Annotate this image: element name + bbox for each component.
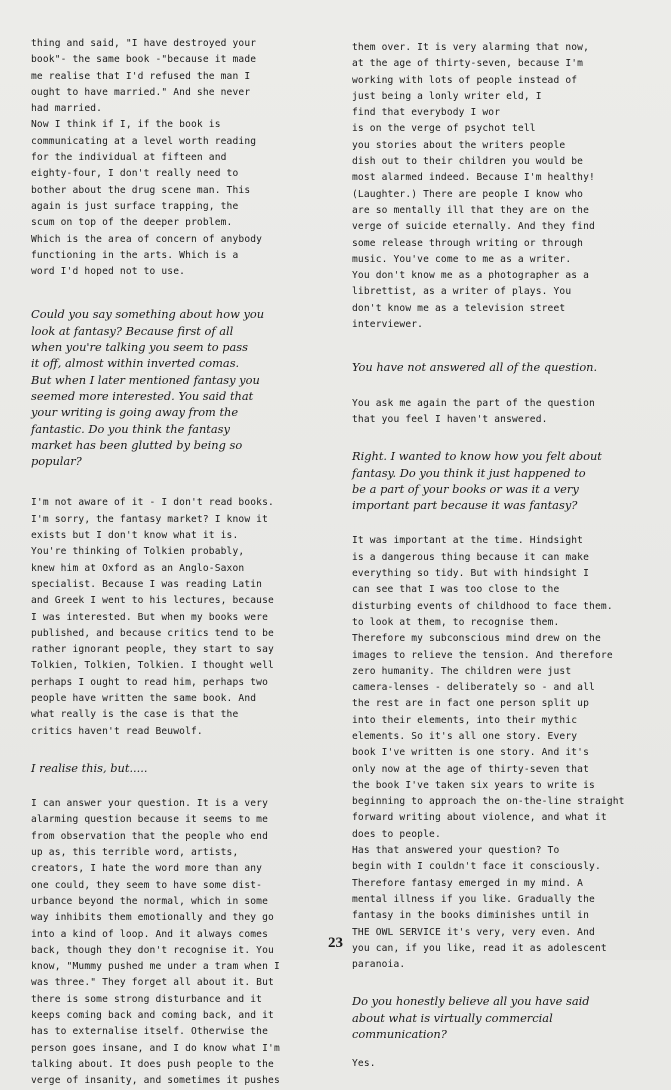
page-number: 23 [328,935,343,951]
answer-paragraph: them over. It is very alarming that now, at the age of thirty-seven, because I'm working with lots of people instead of just being a lonly writer eld, I find that everybody I wor is on the verge of psychot tell you stories about the writers people dish out to their children you would be most alarmed indeed. Because I'm healthy! (Laughter.) There are people I know who are so mentally ill that they are on the verge of suicide eternally. And they find some release through writing or through music. You've come to me as a writer. You don't know me as a photographer as a librettist, as a writer of plays. You don't know me as a television street interviewer. [352,42,595,331]
right-column [352,40,652,1073]
interview-question: Right. I wanted to know how you felt about fantasy. Do you think it just happened to be a part of your books or was it a very important part because it was fantasy? [352,449,602,513]
answer-paragraph: It was important at the time. Hindsight is a dangerous thing because it can make everything so tidy. But with hindsight I can see that I was too close to the disturbing events of childhood to face them. to look at them, to recognise them. Therefore my subconscious mind drew on the images to relieve the tension. And therefore zero humanity. The children were just camera-lenses - deliberately so - and all the rest are in fact one person split up into their elements, into their mythic elements. So it's all one story. Every book I've written is one story. And it's only now at the age of thirty-seven that the book I've taken six years to write is beginning to approach the on-the-line straight forward writing about violence, and what it does to people. Has that answered your question? To begin with I couldn't face it consciously. Therefore fantasy emerged in my mind. A mental illness if you like. Gradually the fantasy in the books diminishes until in THE OWL SERVICE it's very, very even. And you can, if you like, read it as adolescent paranoia. [352,535,625,971]
answer-paragraph: thing and said, "I have destroyed your book"- the same book -"because it made me realise that I'd refused the man I ought to have married." And she never had married. Now I think if I, if the book is communicating at a level worth reading for the individual at fifteen and eighty-four, I don't really need to bother about the drug scene man. This again is just surface trapping, the scum on top of the deeper problem. Which is the area of concern of anybody functioning in the arts. Which is a word I'd hoped not to use. [31,38,263,278]
interview-question: You have not answered all of the question. [352,360,598,375]
interview-question: Do you honestly believe all you have said about what is virtually commercial communication? [352,994,590,1042]
answer-paragraph: I'm not aware of it - I don't read books. I'm sorry, the fantasy market? I know it exists but I don't know what it is. You're thinking of Tolkien probably, knew him at Oxford as an Anglo-Saxon specialist. Because I was reading Latin and Greek I went to his lectures, because I was interested. But when my books were published, and because critics tend to be rather ignorant people, they start to say Tolkien, Tolkien, Tolkien. I thought well perhaps I ought to read him, perhaps two people have written the same book. And what really is the case is that the critics haven't read Beuwolf. [31,497,274,737]
answer-paragraph: You ask me again the part of the question that you feel I haven't answered. [352,397,595,425]
answer-paragraph: Yes. [352,1058,376,1070]
left-column [31,36,336,1090]
interview-question: I realise this, but..... [31,760,148,775]
answer-paragraph: I can answer your question. It is a very alarming question because it seems to me from observation that the people who end up as, this terrible word, artists, creators, I hate the word more than any one could, they seem to have some dist- urbance beyond the normal, which in some way inhibits them emotionally and they go into a kind of loop. And it always comes back, though they don't recognise it. You know, "Mummy pushed me under a tram when I was three." They forget all about it. But there is some strong disturbance and it keeps coming back and coming back, and it has to externalise itself. Otherwise the person goes insane, and I do know what I'm talking about. It does push people to the verge of insanity, and sometimes it pushes [31,798,280,1087]
interview-question: Could you say something about how you look at fantasy? Because first of all when you're talking you seem to pass it off, almost within inverted comas. But when I later mentioned fantasy you seemed more interested. You said that your writing is going away from the fantastic. Do you think the fantasy market has been glutted by being so popular? [31,307,265,469]
